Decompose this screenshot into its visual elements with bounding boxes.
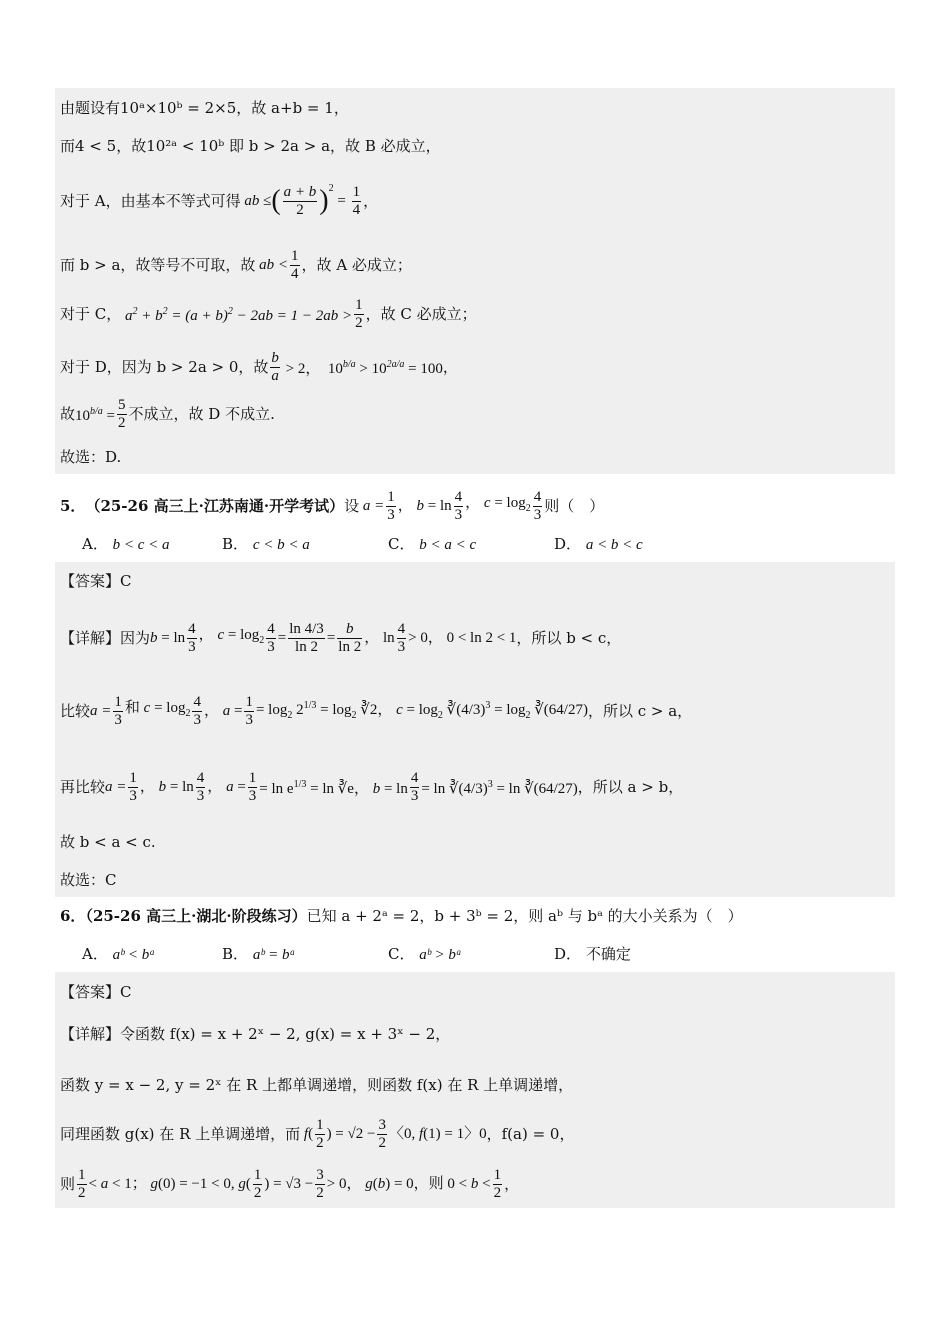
q5-detail-line-1: 【详解】 因为 b = ln $\frac{4}{3}$ ， $c = \log_2$ $\frac{4}{3}$ = $\frac{\ln 4/3}{\ln 2}$ = $\frac{b}{\ln 2}$ ， ln $\frac{4}{3}$ > 0， 0 < ln 2 < 1 ，所以 b < c， <box>60 620 622 655</box>
q6-detail-line-2: 函数 y = x − 2, y = 2ˣ 在 R 上都单调递增，则函数 f(x) 在 R 上单调递增， <box>60 1076 574 1094</box>
q5-conclusion: 故 b < a < c. <box>60 833 156 851</box>
q4-solution-line-4: 而 b > a，故等号不可取，故 ab < $\frac{1}{4}$ ，故 A 必成立； <box>60 247 412 282</box>
q5-number: 5． <box>60 497 86 515</box>
q5-option-d[interactable]: D． a < b < c <box>554 535 643 553</box>
q6-option-c[interactable]: C． aᵇ > bᵃ <box>388 945 462 963</box>
q6-number: 6． <box>60 907 86 925</box>
fraction-one-half: $\frac{1}{2}$ <box>355 296 363 331</box>
q6-option-d[interactable]: D． 不确定 <box>554 945 631 963</box>
q5-option-a[interactable]: A． b < c < a <box>82 535 170 553</box>
fraction-a-plus-b-over-2: $\frac{a + b}{2}$ <box>283 183 317 218</box>
q4-line2-text: 而4 < 5，故10²ᵃ < 10ᵇ 即 b > 2a > a，故 B 必成立， <box>60 137 441 155</box>
fraction-b-over-a: $\frac{b}{a}$ <box>271 349 279 384</box>
fraction-one-quarter: $\frac{1}{4}$ <box>352 183 361 218</box>
q5-compare-line: 比较 a = $\frac{1}{3}$ 和 $c = \log_2$ $\frac{4}{3}$ ， a = $\frac{1}{3}$ = $\log_2 2^{1/3} = \log_2$ ∛2， $c = \log_2$ $∛(4/3)^3 = \log_2$ ∛(64/27) ，所以 c > a， <box>60 693 693 728</box>
q5-stem: 5． （25-26 高三上·江苏南通·开学考试） 设 a = $\frac{1}{3}$ ， b = ln $\frac{4}{3}$ ， $c = \log_2$ $\frac{4}{3}$ 则（ ） <box>60 488 605 523</box>
q6-detail-line-1: 【详解】令函数 f(x) = x + 2ˣ − 2, g(x) = x + 3ˣ − 2， <box>60 1025 451 1043</box>
q6-answer: 【答案】C <box>60 983 132 1001</box>
q6-option-b[interactable]: B． aᵇ = bᵃ <box>222 945 296 963</box>
q5-option-c[interactable]: C． b < a < c <box>388 535 477 553</box>
fraction-five-halves: $\frac{5}{2}$ <box>118 396 126 431</box>
q6-source: （25-26 高三上·湖北·阶段练习） <box>85 907 307 925</box>
q4-solution-line-1 <box>60 98 349 118</box>
q4-solution-line-3: 对于 A，由基本不等式可得 ab ≤ ( $\frac{a + b}{2}$ ) $^2$ = $\frac{1}{4}$ ， <box>60 183 379 218</box>
q6-detail-line-3: 同理函数 g(x) 在 R 上单调递增，而 f( $\frac{1}{2}$ ) = √2 − $\frac{3}{2}$ 〈0, f(1) = 1〉0 ，f(a) = 0， <box>60 1116 575 1151</box>
q6-stem: 6．（25-26 高三上·湖北·阶段练习）已知 a + 2ᵃ = 2，b + 3ᵇ = 2，则 aᵇ 与 bᵃ 的大小关系为（ ） <box>60 907 743 925</box>
q5-option-b[interactable]: B． c < b < a <box>222 535 310 553</box>
q6-detail-line-4: 则 $\frac{1}{2}$ < a < 1； g(0) = −1 < 0, g( $\frac{1}{2}$ ) = √3 − $\frac{3}{2}$ > 0， g(b) = 0，则 0 < b < $\frac{1}{2}$ ， <box>60 1166 520 1201</box>
q4-line1-text: 由题设有10ᵃ×10ᵇ = 2×5，故 a+b = 1， <box>60 99 349 117</box>
q4-solution-line-5: 对于 C， $a^2 + b^2 = (a + b)^2 - 2ab = 1 - 2ab$ > $\frac{1}{2}$ ，故 C 必成立； <box>60 296 477 331</box>
q4-solution-line-6: 对于 D，因为 b > 2a > 0，故 $\frac{b}{a}$ > 2， $10^{b/a} > 10^{2a/a} = 100$ ， <box>60 349 458 384</box>
q4-solution-line-2 <box>60 136 441 156</box>
q6-option-a[interactable]: A． aᵇ < bᵃ <box>82 945 156 963</box>
q4-solution-line-7: 故 $10^{b/a}$ = $\frac{5}{2}$ 不成立，故 D 不成立. <box>60 396 275 431</box>
ab-inequality: ab ≤ <box>240 193 272 209</box>
q5-source: （25-26 高三上·江苏南通·开学考试） <box>85 497 345 515</box>
q5-recompare-line: 再比较 a = $\frac{1}{3}$ ， b = ln $\frac{4}{3}$ ， a = $\frac{1}{3}$ = $\ln e^{1/3} = \ln$ ∛e， b = ln $\frac{4}{3}$ = $\ln ∛(4/3)^3 = \ln$ ∛(64/27) ，所以 a > b， <box>60 769 684 804</box>
fraction-one-quarter-2: $\frac{1}{4}$ <box>291 247 299 282</box>
q5-choice: 故选：C <box>60 871 117 889</box>
q4-solution-line-8: 故选：D. <box>60 448 122 466</box>
q5-answer: 【答案】C <box>60 572 132 590</box>
